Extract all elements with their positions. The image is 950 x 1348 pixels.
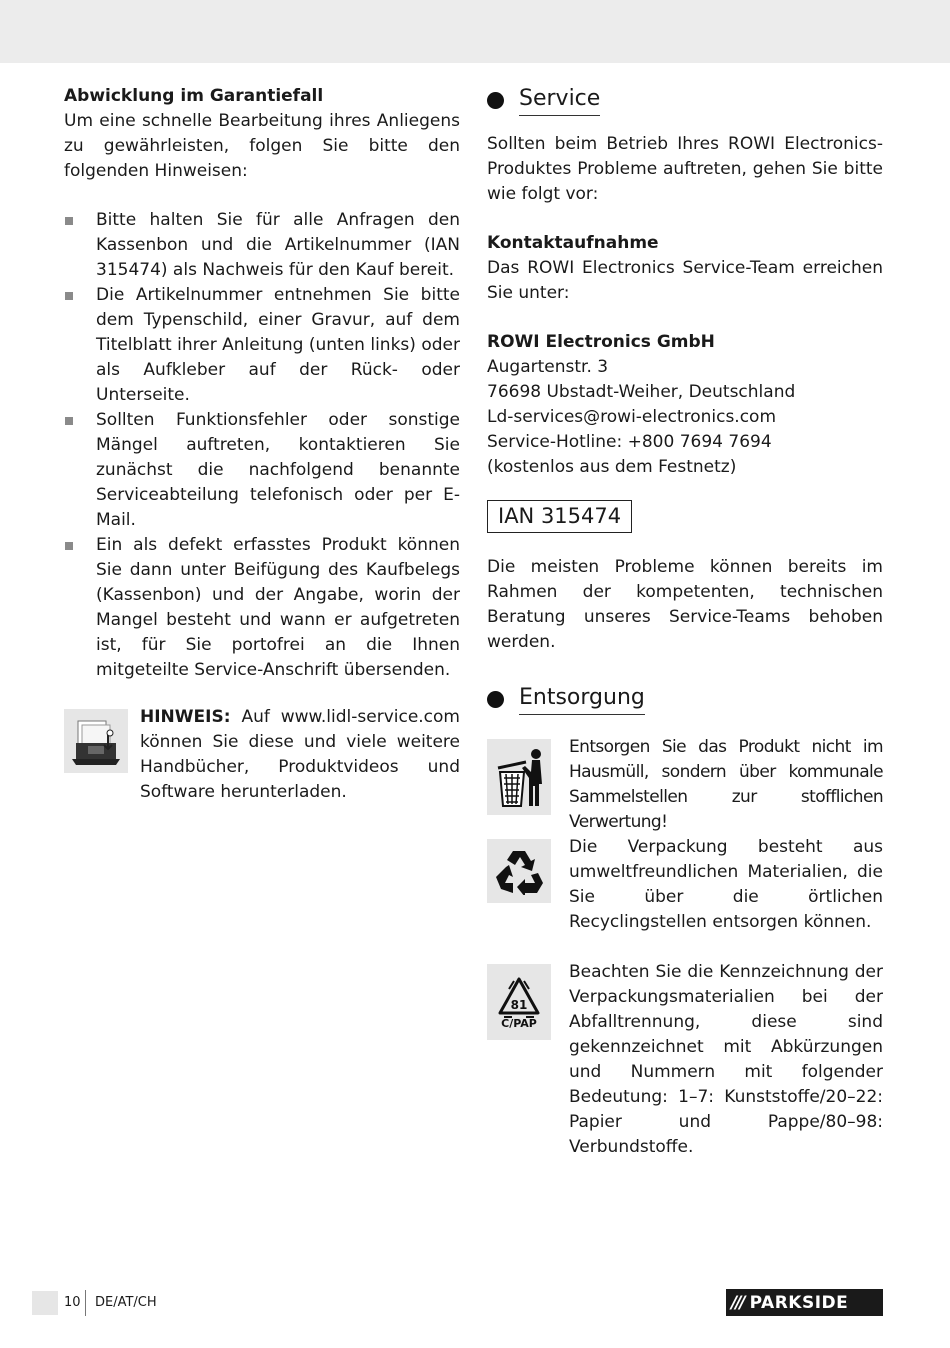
disposal-item-text: Die Verpackung besteht aus umweltfreundlichen Materialien, die Sie über die örtlichen Recyclingstellen entsorgen können. <box>569 837 883 932</box>
list-item: Sollten Funktionsfehler oder sonstige Mängel auftreten, kontaktieren Sie zunächst die nachfolgend benannte Serviceabteilung telefonisch oder per E-Mail. <box>64 408 460 533</box>
disposal-item-text: Beachten Sie die Kennzeichnung der Verpackungsmaterialien bei der Abfalltrennung, diese sind gekennzeichnet mit Abkürzungen und Nummern mit folgender Bedeutung: 1–7: Kunststoffe/20–22: Papier und Pappe/80–98: Verbundstoffe. <box>569 962 883 1157</box>
list-item: Die Artikelnummer entnehmen Sie bitte dem Typenschild, einer Gravur, auf dem Titelblatt ihrer Anleitung (unten links) oder als Aufkleber auf der Rück- oder Unterseite. <box>64 283 460 408</box>
warranty-intro: Um eine schnelle Bearbeitung ihres Anliegens zu gewährleisten, folgen Sie bitte den folgenden Hinweisen: <box>64 111 460 181</box>
heading-bullet-icon <box>487 691 504 708</box>
laptop-download-icon <box>64 709 128 773</box>
address-line: Augartenstr. 3 <box>487 357 609 377</box>
disposal-heading-text: Entsorgung <box>519 683 645 715</box>
disposal-heading <box>487 683 883 715</box>
parkside-logo <box>726 1289 883 1316</box>
recycling-code-icon <box>487 964 551 1040</box>
left-column <box>64 84 460 805</box>
contact-text: Das ROWI Electronics Service-Team erreichen Sie unter: <box>487 258 883 303</box>
page-number: 10 <box>64 1295 81 1310</box>
disposal-item <box>487 735 883 835</box>
code-label: C/PAP <box>501 1017 537 1030</box>
disposal-item-text: Entsorgen Sie das Produkt nicht im Hausmüll, sondern über kommunale Sammelstellen zur stofflichen Verwertung! <box>569 737 883 832</box>
warranty-heading: Abwicklung im Garantiefall <box>64 86 324 106</box>
trash-bin-person-icon <box>487 739 551 815</box>
note-text <box>140 705 460 805</box>
email-address: Ld-services@rowi-electronics.com <box>487 407 777 427</box>
disposal-item <box>487 835 883 960</box>
service-intro: Sollten beim Betrieb Ihres ROWI Electronics-Produktes Probleme auftreten, gehen Sie bitte wie folgt vor: <box>487 134 883 204</box>
note-body: Auf www.lidl-service.com können Sie diese und viele weitere Handbücher, Produktvideos und Software herunterladen. <box>140 707 460 802</box>
heading-bullet-icon <box>487 92 504 109</box>
right-column <box>487 84 883 1160</box>
ian-box: IAN 315474 <box>487 500 632 533</box>
region-label: DE/AT/CH <box>95 1295 157 1310</box>
company-name: ROWI Electronics GmbH <box>487 332 715 352</box>
hotline-note: (kostenlos aus dem Festnetz) <box>487 457 737 477</box>
recycling-icon <box>487 839 551 903</box>
hotline: Service-Hotline: +800 7694 7694 <box>487 432 772 452</box>
address-line: 76698 Ubstadt-Weiher, Deutschland <box>487 382 796 402</box>
logo-slashes: /// <box>731 1292 744 1313</box>
list-item: Ein als defekt erfasstes Produkt können Sie dann unter Beifügung des Kaufbelegs (Kassenbon) und der Angabe, worin der Mangel besteht und wann er aufgetreten ist, für Sie portofrei an die Ihnen mitgeteilte Service-Anschrift übersenden. <box>64 533 460 683</box>
service-outro: Die meisten Probleme können bereits im Rahmen der kompetenten, technischen Beratung unseres Service-Teams behoben werden. <box>487 557 883 652</box>
code-number: 81 <box>510 998 528 1012</box>
service-heading <box>487 84 883 116</box>
disposal-item <box>487 960 883 1160</box>
footer-marker <box>32 1291 58 1315</box>
list-item: Bitte halten Sie für alle Anfragen den Kassenbon und die Artikelnummer (IAN 315474) als Nachweis für den Kauf bereit. <box>64 208 460 283</box>
warranty-bullet-list <box>64 208 460 683</box>
footer-divider <box>85 1290 86 1316</box>
note-label: HINWEIS: <box>140 707 231 727</box>
service-heading-text: Service <box>519 84 600 116</box>
contact-heading: Kontaktaufnahme <box>487 233 659 253</box>
note-box <box>64 705 460 805</box>
logo-wordmark: PARKSIDE <box>749 1292 849 1313</box>
page-header-bar <box>0 0 950 63</box>
